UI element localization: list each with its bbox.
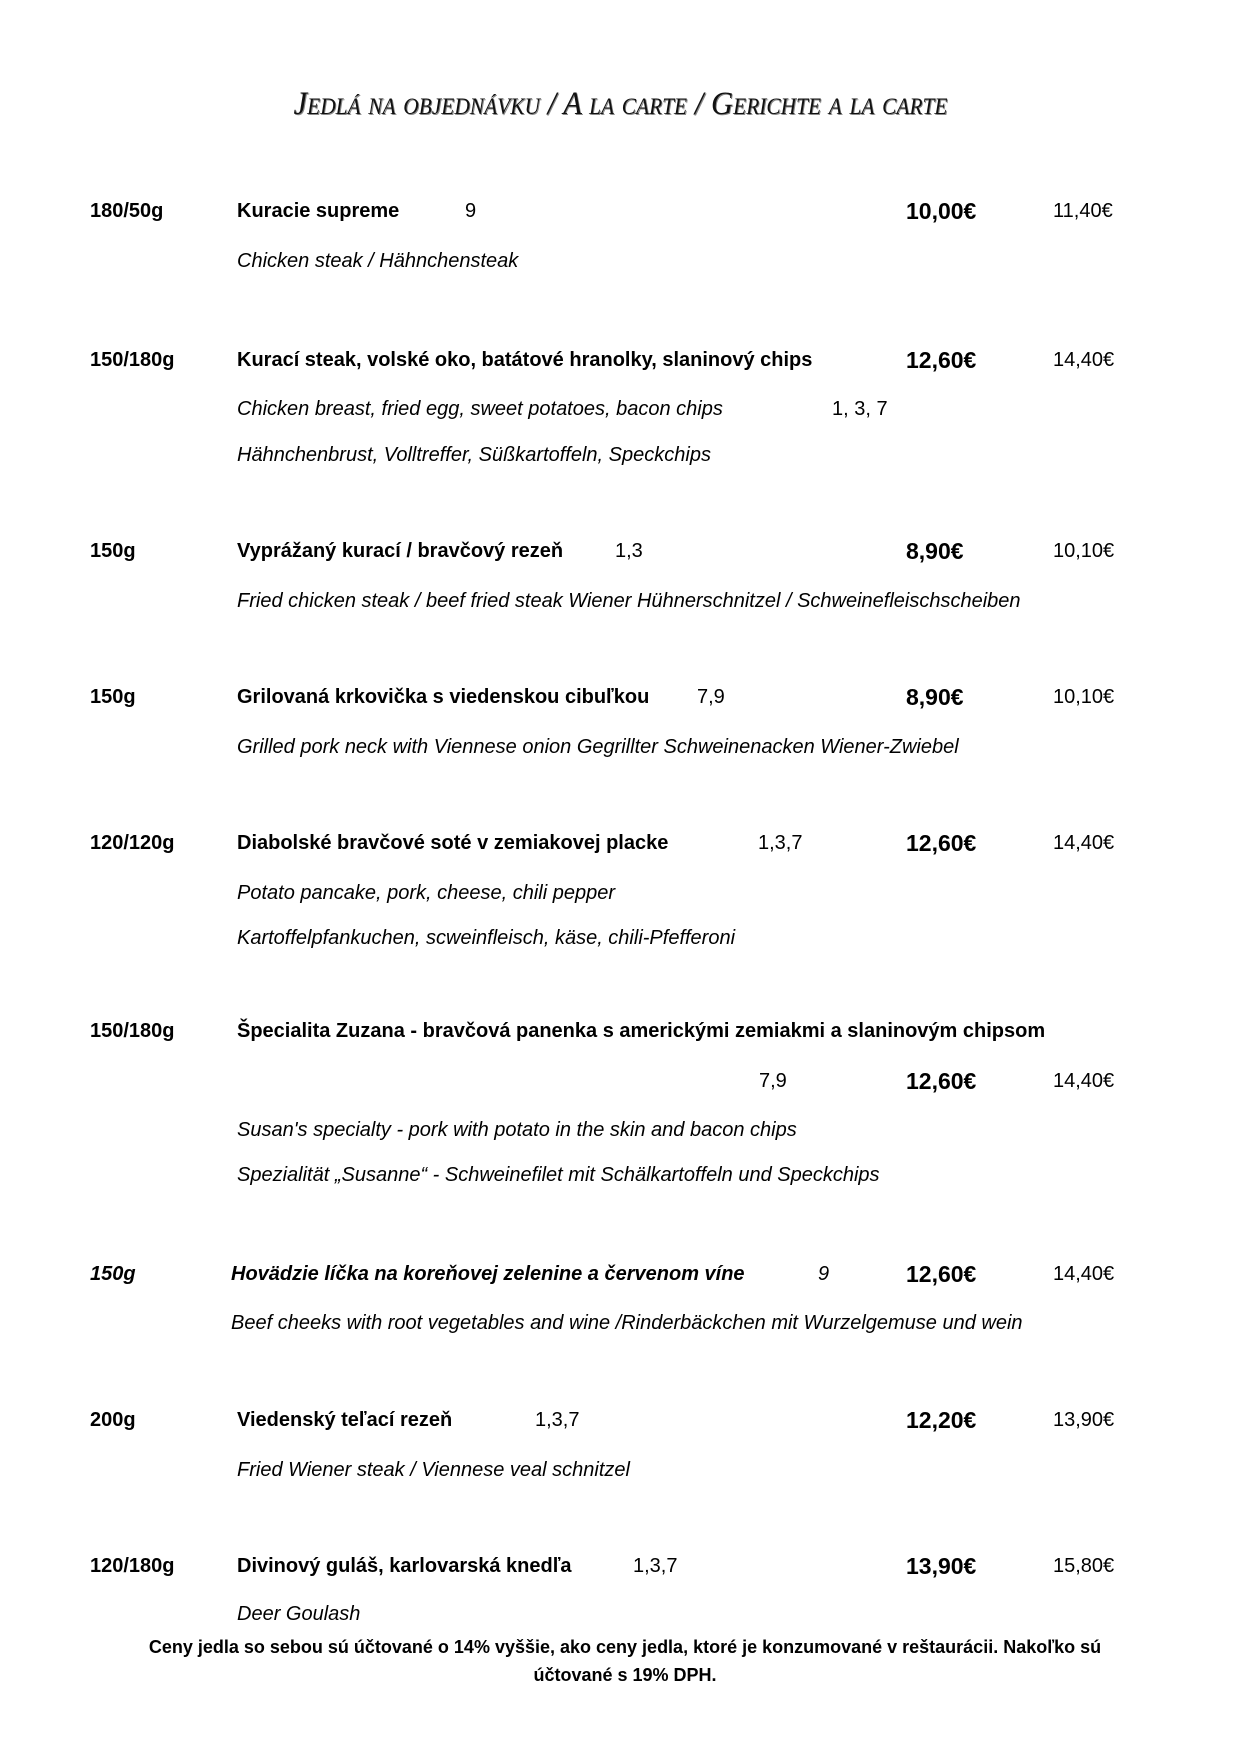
item-allergens: 9 (465, 200, 477, 222)
item-description: Chicken breast, fried egg, sweet potatoes, bacon chips (237, 398, 723, 420)
item-price: 12,60€ (906, 347, 977, 373)
item-price: 12,60€ (906, 1261, 977, 1287)
item-price-takeaway: 14,40€ (1053, 349, 1115, 371)
item-price: 12,60€ (906, 830, 977, 856)
item-name: Grilovaná krkovička s viedenskou cibuľkou (237, 686, 650, 708)
item-allergens: 1,3,7 (633, 1555, 678, 1577)
item-name: Divinový guláš, karlovarská knedľa (237, 1555, 572, 1577)
item-description: Potato pancake, pork, cheese, chili pepper (237, 882, 616, 904)
item-price-takeaway: 14,40€ (1053, 1263, 1115, 1285)
item-price: 13,90€ (906, 1553, 977, 1579)
item-weight: 120/180g (90, 1555, 175, 1577)
item-description: Fried chicken steak / beef fried steak Wiener Hühnerschnitzel / Schweinefleischscheiben (237, 590, 1021, 612)
item-weight: 150/180g (90, 1020, 175, 1042)
menu-title: Jedlá na objednávku / A la carte / Gerichte a la carte (293, 86, 948, 122)
item-description: Fried Wiener steak / Viennese veal schnitzel (237, 1459, 630, 1481)
item-price-takeaway: 13,90€ (1053, 1409, 1115, 1431)
item-allergens: 1,3,7 (535, 1409, 580, 1431)
item-price-takeaway: 10,10€ (1053, 540, 1115, 562)
item-allergens: 1,3,7 (758, 832, 803, 854)
item-description: Kartoffelpfankuchen, scweinfleisch, käse, chili-Pfefferoni (237, 927, 736, 949)
item-weight: 180/50g (90, 200, 164, 222)
item-description: Hähnchenbrust, Volltreffer, Süßkartoffeln, Speckchips (237, 444, 711, 466)
item-weight: 150/180g (90, 349, 175, 371)
item-price: 12,60€ (906, 1068, 977, 1094)
item-price-takeaway: 14,40€ (1053, 832, 1115, 854)
item-allergens: 1,3 (615, 540, 643, 562)
item-price-takeaway: 14,40€ (1053, 1070, 1115, 1092)
item-description: Deer Goulash (237, 1603, 361, 1625)
item-allergens: 1, 3, 7 (832, 398, 888, 420)
item-description: Grilled pork neck with Viennese onion Gegrillter Schweinenacken Wiener-Zwiebel (237, 736, 959, 758)
item-price-takeaway: 10,10€ (1053, 686, 1115, 708)
item-weight: 150g (90, 1263, 136, 1285)
item-name: Vyprážaný kurací / bravčový rezeň (237, 540, 564, 562)
item-price: 8,90€ (906, 684, 964, 710)
item-price-takeaway: 15,80€ (1053, 1555, 1115, 1577)
item-weight: 150g (90, 540, 136, 562)
item-name: Špecialita Zuzana - bravčová panenka s americkými zemiakmi a slaninovým chipsom (237, 1020, 1046, 1042)
price-note (80, 1633, 1170, 1689)
price-note-line: Ceny jedla so sebou sú účtované o 14% vyššie, ako ceny jedla, ktoré je konzumované v reštaurácii. Nakoľko sú (148, 1637, 1102, 1657)
item-description: Spezialität „Susanne“ - Schweinefilet mit Schälkartoffeln und Speckchips (237, 1164, 880, 1186)
item-weight: 150g (90, 686, 136, 708)
item-name: Viedenský teľací rezeň (237, 1409, 453, 1431)
item-allergens: 7,9 (697, 686, 725, 708)
item-weight: 120/120g (90, 832, 175, 854)
item-allergens: 7,9 (759, 1070, 787, 1092)
item-weight: 200g (90, 1409, 136, 1431)
item-name: Diabolské bravčové soté v zemiakovej placke (237, 832, 669, 854)
item-price: 10,00€ (906, 198, 977, 224)
item-price: 8,90€ (906, 538, 964, 564)
item-name: Kuracie supreme (237, 200, 400, 222)
item-description: Susan's specialty - pork with potato in the skin and bacon chips (237, 1119, 797, 1141)
price-note-line: účtované s 19% DPH. (533, 1665, 717, 1685)
item-description: Beef cheeks with root vegetables and wine /Rinderbäckchen mit Wurzelgemuse und wein (231, 1312, 1023, 1334)
item-description: Chicken steak / Hähnchensteak (237, 250, 519, 272)
item-price-takeaway: 11,40€ (1053, 200, 1113, 222)
item-name: Kurací steak, volské oko, batátové hranolky, slaninový chips (237, 349, 813, 371)
item-name: Hovädzie líčka na koreňovej zelenine a červenom víne (231, 1263, 745, 1285)
item-allergens: 9 (818, 1263, 830, 1285)
item-price: 12,20€ (906, 1407, 977, 1433)
